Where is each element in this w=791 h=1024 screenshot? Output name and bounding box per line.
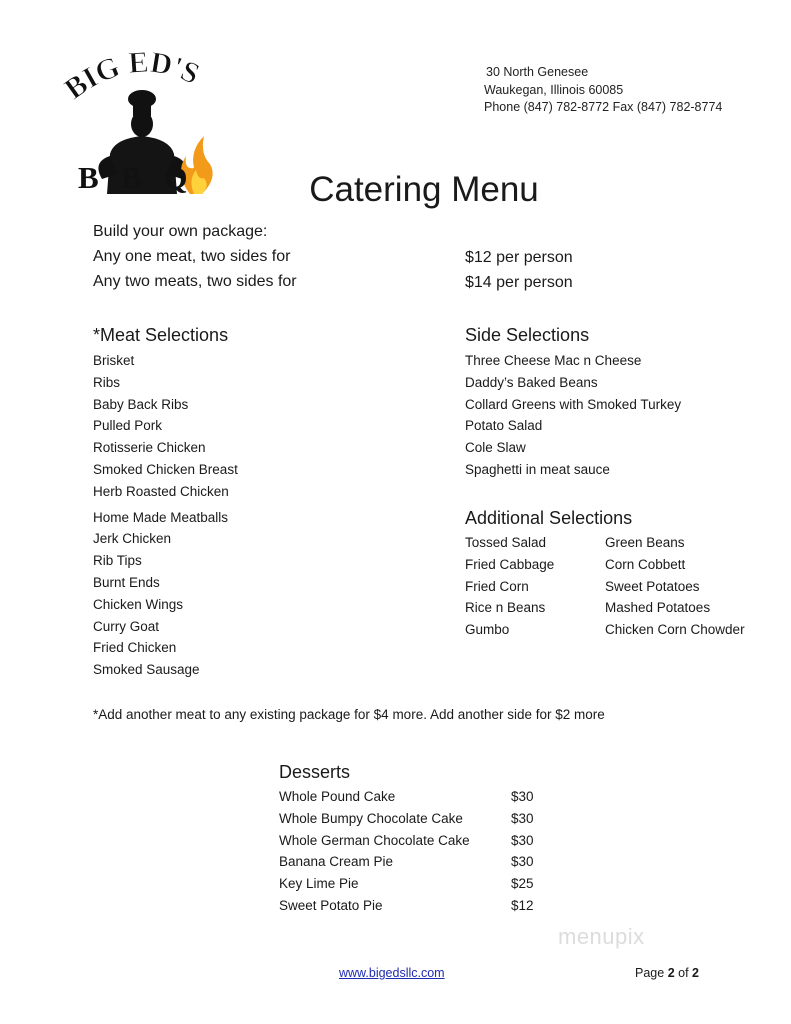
list-item: Three Cheese Mac n Cheese	[465, 353, 642, 368]
dessert-row	[279, 873, 534, 895]
list-item: Ribs	[93, 374, 121, 390]
side-selections	[465, 323, 681, 481]
address-street: 30 North Genesee	[486, 65, 589, 79]
dessert-name: Whole Pound Cake	[279, 789, 396, 804]
dessert-name: Whole Bumpy Chocolate Cake	[279, 810, 463, 826]
dessert-price: $12	[511, 897, 534, 913]
additional-grid	[465, 532, 765, 641]
list-item: Daddy’s Baked Beans	[465, 374, 598, 390]
list-item: Rotisserie Chicken	[93, 440, 206, 456]
package-option-price: $12 per person	[465, 249, 573, 266]
dessert-price: $30	[511, 832, 534, 848]
list-item: Gumbo	[465, 622, 510, 638]
page-current: 2	[667, 966, 675, 980]
dessert-name: Sweet Potato Pie	[279, 897, 383, 913]
sides-list	[465, 350, 681, 481]
desserts-list	[279, 786, 534, 917]
list-item: Brisket	[93, 353, 135, 368]
list-item: Corn Cobbett	[605, 556, 686, 572]
list-item: Potato Salad	[465, 418, 543, 434]
list-item: Chicken Wings	[93, 596, 184, 612]
page-of: of	[678, 966, 689, 980]
page-total: 2	[692, 966, 699, 980]
address-city: Waukegan, Illinois 60085	[484, 82, 624, 97]
additional-heading: Additional Selections	[465, 508, 633, 528]
website-link[interactable]: www.bigedsllc.com	[339, 966, 445, 980]
desserts-section	[279, 760, 534, 917]
list-item: Mashed Potatoes	[605, 600, 711, 616]
list-item: Chicken Corn Chowder	[605, 622, 745, 638]
list-item: Cole Slaw	[465, 440, 526, 456]
dessert-row	[279, 851, 534, 873]
list-item: Curry Goat	[93, 618, 160, 634]
dessert-price: $30	[511, 789, 534, 804]
package-option-label: Any one meat, two sides for	[93, 248, 291, 265]
dessert-name: Key Lime Pie	[279, 876, 359, 892]
list-item: Rice n Beans	[465, 600, 546, 616]
list-item: Fried Cabbage	[465, 556, 555, 572]
logo-top-text: BIG ED'S	[62, 45, 205, 107]
sides-heading: Side Selections	[465, 325, 590, 345]
list-item: Pulled Pork	[93, 418, 163, 434]
dessert-name: Banana Cream Pie	[279, 854, 394, 870]
list-item: Fried Corn	[465, 578, 529, 594]
meat-selections	[93, 323, 238, 681]
address-phone: Phone (847) 782-8772 Fax (847) 782-8774	[484, 100, 723, 114]
dessert-row	[279, 786, 534, 808]
list-item: Smoked Chicken Breast	[93, 461, 238, 477]
menupix-watermark: menupix	[558, 924, 645, 949]
list-item: Green Beans	[605, 535, 685, 550]
package-prices	[465, 245, 573, 295]
list-item: Burnt Ends	[93, 574, 160, 590]
dessert-row	[279, 895, 534, 917]
package-option-label: Any two meats, two sides for	[93, 273, 297, 290]
list-item: Rib Tips	[93, 553, 142, 569]
package-note: *Add another meat to any existing package for $4 more. Add another side for $2 more	[93, 707, 605, 722]
list-item: Herb Roasted Chicken	[93, 483, 229, 499]
page-indicator	[635, 966, 699, 980]
list-item: Jerk Chicken	[93, 531, 172, 547]
list-item: Home Made Meatballs	[93, 509, 229, 525]
list-item: Fried Chicken	[93, 640, 177, 656]
page-title: Catering Menu	[309, 170, 539, 209]
list-item: Smoked Sausage	[93, 662, 200, 678]
list-item: Tossed Salad	[465, 535, 547, 550]
dessert-row	[279, 808, 534, 830]
meat-list	[93, 350, 238, 503]
address-block	[484, 64, 722, 117]
meat-list-more	[93, 507, 238, 681]
page-prefix: Page	[635, 966, 665, 980]
meat-heading: *Meat Selections	[93, 325, 229, 345]
logo-bottom-text: BBQ	[78, 160, 210, 195]
list-item: Sweet Potatoes	[605, 578, 700, 594]
package-option-price: $14 per person	[465, 274, 573, 291]
dessert-price: $30	[511, 854, 534, 870]
list-item: Baby Back Ribs	[93, 396, 189, 412]
package-heading: Build your own package:	[93, 223, 268, 240]
dessert-price: $30	[511, 810, 534, 826]
dessert-name: Whole German Chocolate Cake	[279, 832, 470, 848]
desserts-heading: Desserts	[279, 762, 351, 782]
list-item: Spaghetti in meat sauce	[465, 461, 610, 477]
dessert-price: $25	[511, 876, 534, 892]
list-item: Collard Greens with Smoked Turkey	[465, 396, 682, 412]
additional-selections	[465, 506, 765, 641]
package-section	[93, 219, 297, 294]
dessert-row	[279, 830, 534, 852]
